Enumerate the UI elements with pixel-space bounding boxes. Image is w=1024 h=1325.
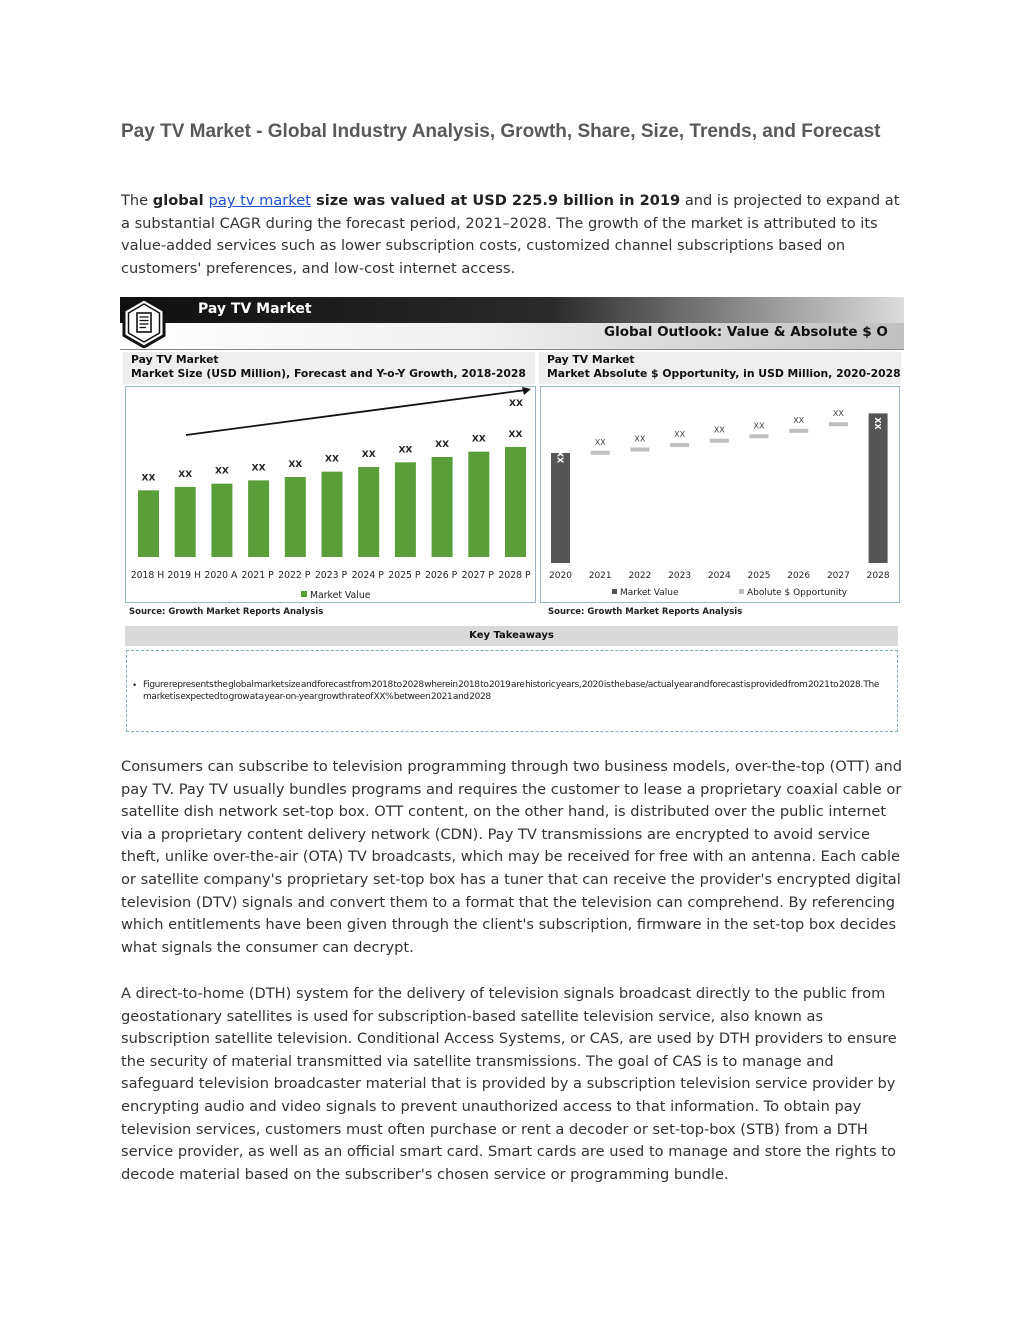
market-value-bar [505, 447, 526, 557]
opportunity-bar [710, 439, 729, 443]
bar-data-label: XX [471, 434, 486, 445]
bar-data-label: XX [398, 445, 413, 456]
bar-data-label: XX [793, 415, 805, 425]
opportunity-chart-header-line1: Pay TV Market [547, 353, 635, 366]
market-value-bar [358, 467, 379, 557]
intro-paragraph [121, 190, 911, 280]
x-tick-label: 2025 P [388, 570, 421, 581]
bar-data-label: XX [594, 437, 606, 447]
bar-data-label: XX [251, 463, 266, 474]
x-tick-label: 2022 P [278, 570, 311, 581]
page-title: Pay TV Market - Global Industry Analysis, Growth, Share, Size, Trends, and Forecast [121, 121, 881, 142]
x-tick-label: 2023 P [314, 570, 348, 581]
x-tick-label: 2026 [787, 571, 811, 581]
key-takeaways-box [126, 650, 898, 732]
opportunity-bar [829, 422, 848, 426]
bar-data-label: XX [288, 460, 303, 470]
bar-data-label: XX [141, 473, 156, 484]
bar-data-label: XX [178, 470, 193, 480]
x-tick-label: 2021 [588, 571, 612, 581]
intro-text-1: The [121, 192, 153, 209]
x-tick-label: 2024 P [351, 570, 384, 581]
x-tick-label: 2020 [549, 571, 572, 581]
bar-data-label: XX [713, 425, 725, 435]
market-value-bar [285, 477, 306, 557]
bar-data-label: XX [214, 466, 229, 477]
market-value-bar [175, 487, 196, 557]
bar-data-label: XX [361, 450, 376, 460]
market-size-source: Source: Growth Market Reports Analysis [129, 607, 324, 617]
opportunity-bar [591, 451, 610, 455]
x-tick-label: 2028 [866, 571, 890, 581]
market-value-bar [869, 413, 888, 563]
x-tick-label: 2023 [668, 571, 692, 581]
banner-title: Pay TV Market [198, 301, 312, 317]
market-value-bar [248, 480, 269, 557]
market-value-bar [138, 490, 159, 557]
legend-market-value: Market Value [620, 588, 679, 598]
opportunity-bar [789, 429, 808, 433]
bar-data-label: XX [674, 430, 686, 440]
key-takeaways-text: Figure represents the global market size and forecast from 2018 to 2028 wherein 2018 to 2019 are historic years, 2020 is the base/actual year and forecast is provided from 2021 to 2028. The market is expected to grow at a year-on-year growth rate of XX% between 2021 and 2028 [143, 680, 880, 702]
legend-swatch-opportunity [739, 589, 744, 594]
x-tick-label: 2025 [747, 571, 771, 581]
market-value-bar [322, 472, 343, 557]
trend-arrow-head [522, 387, 531, 395]
market-size-chart-svg [126, 387, 535, 602]
market-value-bar [395, 462, 416, 557]
market-size-chart [125, 386, 536, 603]
legend-opportunity: Abolute $ Opportunity [747, 588, 848, 598]
banner-subtitle: Global Outlook: Value & Absolute $ O [604, 324, 888, 340]
intro-bold-2: size was valued at USD 225.9 billion in 2019 [310, 192, 681, 209]
x-tick-label: 2019 H [167, 570, 202, 581]
x-tick-label: 2027 [826, 571, 850, 581]
opportunity-bar [670, 443, 689, 447]
opportunity-source: Source: Growth Market Reports Analysis [548, 607, 743, 617]
x-tick-label: 2026 P [424, 570, 458, 581]
x-tick-label: 2024 [707, 571, 731, 581]
market-value-bar [432, 457, 453, 557]
intro-bold-1: global [152, 192, 209, 209]
dth-paragraph: A direct-to-home (DTH) system for the delivery of television signals broadcast directly to the public from geostationary satellites is used for subscription-based satellite television service, also known as subscription satellite television. Conditional Access Systems, or CAS, are used by DTH providers to ensure the security of material transmitted via satellite transmissions. The goal of CAS is to manage and safeguard television broadcaster material that is provided by a subscription television service provider by encrypting audio and video signals to prevent unauthorized access to that information. To obtain pay television services, customers must often purchase or rent a decoder or set-top-box (STB) from a DTH service provider, as well as an official smart card. Smart cards are used to manage and store the rights to decode material based on the subscriber's chosen service or programming bundle. [121, 985, 897, 1183]
x-tick-label: 2021 P [241, 570, 274, 581]
intro-text-2: and is projected to expand at a substantial CAGR during the forecast period, 2021–2028. The growth of the market is attributed to its value-added services such as lower subscription costs, customized channel subscriptions based on customers' preferences, and low-cost internet access. [121, 192, 900, 277]
yoy-trend-line [186, 390, 526, 435]
bar-data-label: XX [873, 417, 883, 430]
market-size-chart-header-line2: Market Size (USD Million), Forecast and Y-o-Y Growth, 2018-2028 [131, 367, 526, 380]
x-tick-label: 2027 P [461, 570, 494, 581]
key-takeaways-title: Key Takeaways [125, 626, 898, 646]
bar-data-label: XX [435, 440, 450, 450]
opportunity-chart-header [539, 352, 901, 384]
market-value-bar [468, 452, 489, 557]
opportunity-chart [540, 386, 900, 603]
market-size-chart-header-line1: Pay TV Market [131, 353, 219, 366]
document-icon [122, 298, 166, 348]
x-tick-label: 2028 P [498, 570, 531, 581]
infographic-banner [120, 297, 904, 349]
market-infographic [120, 297, 904, 737]
legend-market-value: Market Value [310, 590, 371, 601]
opportunity-bar [750, 434, 769, 438]
pay-tv-market-link[interactable]: pay tv market [208, 192, 311, 209]
bar-data-label: XX [832, 409, 844, 419]
bar-data-label: XX [556, 450, 566, 464]
bar-data-label: XX [508, 430, 523, 440]
legend-swatch-market-value [301, 591, 307, 597]
x-tick-label: 2020 A [204, 570, 238, 581]
bar-data-label: XX [325, 454, 339, 465]
x-tick-label: 2018 H [130, 570, 165, 581]
ott-paragraph: Consumers can subscribe to television programming through two business models, over-the-top (OTT) and pay TV. Pay TV usually bundles programs and requires the customer to lease a proprietary coaxial cable or satellite dish network set-top box. OTT content, on the other hand, is distributed over the public internet via a proprietary content delivery network (CDN). Pay TV transmissions are encrypted to avoid service theft, unlike over-the-air (OTA) TV broadcasts, which may be received for free with an antenna. Each cable or satellite company's proprietary set-top box has a tuner that can receive the provider's encrypted digital television (DTV) signals and convert them to a format that the television can comprehend. By referencing which entitlements have been given through the client's subscription, firmware in the set-top box decides what signals the consumer can decrypt. [121, 758, 903, 956]
bullet-icon: • [133, 680, 137, 690]
opportunity-bar [630, 448, 649, 452]
bar-data-label: XX [753, 421, 765, 431]
opportunity-chart-svg [541, 387, 899, 602]
trend-label: XX [509, 399, 523, 409]
legend-swatch-market-value [612, 589, 617, 594]
market-value-bar [211, 484, 232, 557]
x-tick-label: 2022 [628, 571, 652, 581]
market-value-bar [551, 453, 570, 563]
opportunity-chart-header-line2: Market Absolute $ Opportunity, in USD Million, 2020-2028 [547, 367, 901, 380]
bar-data-label: XX [634, 434, 646, 444]
market-size-chart-header [123, 352, 535, 384]
